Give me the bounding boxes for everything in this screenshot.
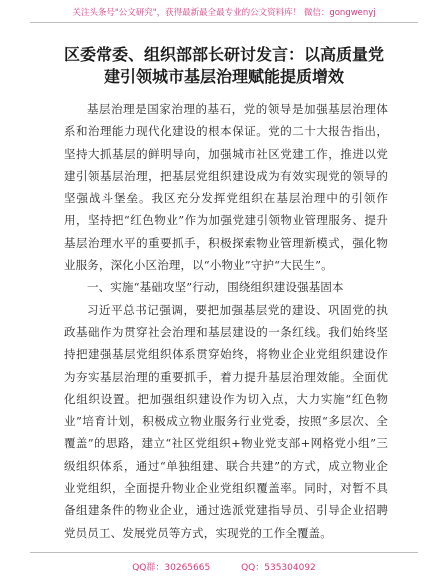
footer-qq-group: QQ群：30265665 bbox=[132, 563, 211, 573]
section-heading: 一、实施“基础攻坚”行动，围绕组织建设强基固本 bbox=[87, 280, 344, 295]
header-divider bbox=[30, 22, 418, 23]
document-title bbox=[40, 44, 408, 88]
footer-qq: QQ：535304092 bbox=[241, 563, 316, 573]
title-line-2: 建引领城市基层治理赋能提质增效 bbox=[103, 67, 344, 86]
body-paragraph: 习近平总书记强调，要把加强基层党的建设、巩固党的执政基础作为贯穿社会治理和基层建设的一条红线。我们始终坚持把建强基层党组织体系贯穿始终，将物业企业党组织建设作为夯实基层治理的重要抓手，着力提升基层治理效能。全面优化组织设置。把加强组织建设作为切入点，大力实施“红色物业”培育计划，积极成立物业服务行业党委，按照“多层次、全覆盖”的思路，建立“社区党组织+物业党支部+网格党小组”三级组织体系，通过“单独组建、联合共建”的方式，成立物业企业党组织，全面提升物业企业党组织覆盖率。同时，对暂不具备组建条件的物业企业，通过选派党建指导员、引导企业招聘党员员工、发展党员等方式，实现党的工作全覆盖。 bbox=[64, 302, 388, 540]
document-body bbox=[64, 98, 388, 544]
footer-divider bbox=[30, 552, 418, 553]
header-banner: 关注头条号"公文研究"，获得最新最全最专业的公文资料库！ 微信：gongwenyj bbox=[72, 8, 376, 18]
footer bbox=[0, 560, 448, 573]
intro-paragraph: 基层治理是国家治理的基石，党的领导是加强基层治理体系和治理能力现代化建设的根本保证。党的二十大报告指出，坚持大抓基层的鲜明导向，加强城市社区党建工作，推进以党建引领基层治理，把基层党组织建设成为有效实现党的领导的坚强战斗堡垒。我区充分发挥党组织在基层治理中的引领作用，坚持把“红色物业”作为加强党建引领物业管理服务、提升基层治理水平的重要抓手，积极探索物业管理新模式，强化物业服务，深化小区治理，以“小物业”守护“大民生”。 bbox=[64, 102, 388, 273]
title-line-1: 区委常委、组织部部长研讨发言：以高质量党 bbox=[63, 45, 384, 64]
